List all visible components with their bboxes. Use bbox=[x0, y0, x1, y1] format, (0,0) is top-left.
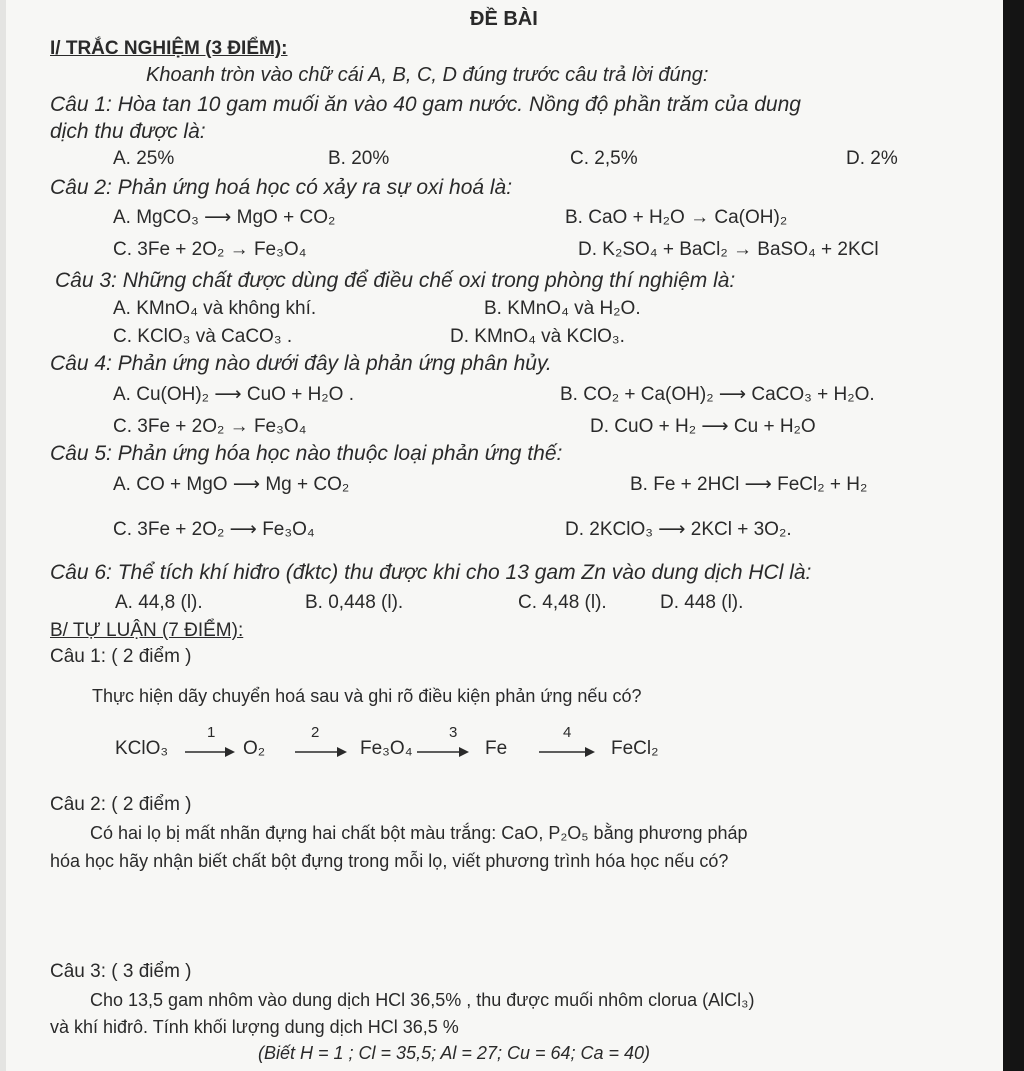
chain-step-4: 4 bbox=[563, 724, 572, 741]
q2-option-c[interactable]: C. 3Fe + 2O₂ → Fe₃O₄ bbox=[113, 239, 307, 260]
chain-arrow-1 bbox=[183, 738, 235, 762]
q1-stem-line1: Câu 1: Hòa tan 10 gam muối ăn vào 40 gam nước. Nồng độ phần trăm của dung bbox=[50, 93, 801, 116]
chain-fe: Fe bbox=[485, 738, 508, 759]
essay-q3-hint: (Biết H = 1 ; Cl = 35,5; Al = 27; Cu = 64; Ca = 40) bbox=[258, 1043, 651, 1063]
chain-fecl2: FeCl₂ bbox=[611, 738, 659, 759]
q1-option-c[interactable]: C. 2,5% bbox=[570, 148, 638, 169]
conversion-chain bbox=[115, 724, 675, 770]
q2-stem: Câu 2: Phản ứng hoá học có xảy ra sự oxi hoá là: bbox=[50, 176, 513, 199]
essay-q2-line2: hóa học hãy nhận biết chất bột đựng trong mỗi lọ, viết phương trình hóa học nếu có? bbox=[50, 851, 729, 871]
q5-option-b[interactable]: B. Fe + 2HCl ⟶ FeCl₂ + H₂ bbox=[630, 474, 868, 495]
page-left-edge bbox=[0, 0, 6, 1071]
page-title: ĐỀ BÀI bbox=[470, 8, 538, 30]
q1-option-b[interactable]: B. 20% bbox=[328, 148, 390, 169]
q6-stem: Câu 6: Thể tích khí hiđro (đktc) thu được khi cho 13 gam Zn vào dung dịch HCl là: bbox=[50, 561, 812, 584]
q3-option-d[interactable]: D. KMnO₄ và KClO₃. bbox=[450, 326, 625, 347]
q6-option-b[interactable]: B. 0,448 (l). bbox=[305, 592, 404, 613]
part2-heading: B/ TỰ LUẬN (7 ĐIỂM): bbox=[50, 620, 244, 641]
q6-option-c[interactable]: C. 4,48 (l). bbox=[518, 592, 607, 613]
q4-option-d[interactable]: D. CuO + H₂ ⟶ Cu + H₂O bbox=[590, 416, 816, 437]
q4-stem: Câu 4: Phản ứng nào dưới đây là phản ứng phân hủy. bbox=[50, 352, 552, 375]
essay-q3-line2: và khí hiđrô. Tính khối lượng dung dịch HCl 36,5 % bbox=[50, 1017, 459, 1037]
q3-option-a[interactable]: A. KMnO₄ và không khí. bbox=[113, 298, 317, 319]
q5-option-d[interactable]: D. 2KClO₃ ⟶ 2KCl + 3O₂. bbox=[565, 519, 792, 540]
q1-stem-line2: dịch thu được là: bbox=[50, 120, 206, 143]
essay-q2-line1: Có hai lọ bị mất nhãn đựng hai chất bột màu trắng: CaO, P₂O₅ bằng phương pháp bbox=[90, 823, 748, 843]
chain-step-2: 2 bbox=[311, 724, 320, 741]
q2-option-a[interactable]: A. MgCO₃ ⟶ MgO + CO₂ bbox=[113, 207, 336, 228]
essay-q3-label: Câu 3: ( 3 điểm ) bbox=[50, 961, 192, 982]
q2-option-b[interactable]: B. CaO + H₂O → Ca(OH)₂ bbox=[565, 207, 788, 228]
q3-option-b[interactable]: B. KMnO₄ và H₂O. bbox=[484, 298, 641, 319]
q4-option-b[interactable]: B. CO₂ + Ca(OH)₂ ⟶ CaCO₃ + H₂O. bbox=[560, 384, 875, 405]
chain-fe3o4: Fe₃O₄ bbox=[360, 738, 413, 759]
q1-option-a[interactable]: A. 25% bbox=[113, 148, 175, 169]
q3-stem: Câu 3: Những chất được dùng để điều chế oxi trong phòng thí nghiệm là: bbox=[55, 269, 736, 292]
chain-arrow-3 bbox=[415, 738, 471, 762]
q2-option-d[interactable]: D. K₂SO₄ + BaCl₂ → BaSO₄ + 2KCl bbox=[578, 239, 879, 260]
q6-option-a[interactable]: A. 44,8 (l). bbox=[115, 592, 203, 613]
part1-instruction: Khoanh tròn vào chữ cái A, B, C, D đúng trước câu trả lời đúng: bbox=[146, 64, 709, 86]
q3-option-c[interactable]: C. KClO₃ và CaCO₃ . bbox=[113, 326, 293, 347]
chain-step-3: 3 bbox=[449, 724, 458, 741]
q6-option-d[interactable]: D. 448 (l). bbox=[660, 592, 744, 613]
chain-step-1: 1 bbox=[207, 724, 216, 741]
chain-kclo3: KClO₃ bbox=[115, 738, 169, 759]
page-right-edge bbox=[1003, 0, 1024, 1071]
part1-heading: I/ TRẮC NGHIỆM (3 ĐIỂM): bbox=[50, 38, 288, 59]
essay-q2-label: Câu 2: ( 2 điểm ) bbox=[50, 794, 192, 815]
chain-o2: O₂ bbox=[243, 738, 266, 759]
essay-q3-line1: Cho 13,5 gam nhôm vào dung dịch HCl 36,5% , thu được muối nhôm clorua (AlCl₃) bbox=[90, 990, 755, 1010]
chain-arrow-2 bbox=[293, 738, 349, 762]
chain-arrow-4 bbox=[537, 738, 597, 762]
q5-option-a[interactable]: A. CO + MgO ⟶ Mg + CO₂ bbox=[113, 474, 350, 495]
q5-option-c[interactable]: C. 3Fe + 2O₂ ⟶ Fe₃O₄ bbox=[113, 519, 315, 540]
q1-option-d[interactable]: D. 2% bbox=[846, 148, 898, 169]
q4-option-c[interactable]: C. 3Fe + 2O₂ → Fe₃O₄ bbox=[113, 416, 307, 437]
q4-option-a[interactable]: A. Cu(OH)₂ ⟶ CuO + H₂O . bbox=[113, 384, 354, 405]
q5-stem: Câu 5: Phản ứng hóa học nào thuộc loại phản ứng thế: bbox=[50, 442, 563, 465]
essay-q1-text: Thực hiện dãy chuyển hoá sau và ghi rõ điều kiện phản ứng nếu có? bbox=[92, 686, 642, 706]
essay-q1-label: Câu 1: ( 2 điểm ) bbox=[50, 646, 192, 667]
